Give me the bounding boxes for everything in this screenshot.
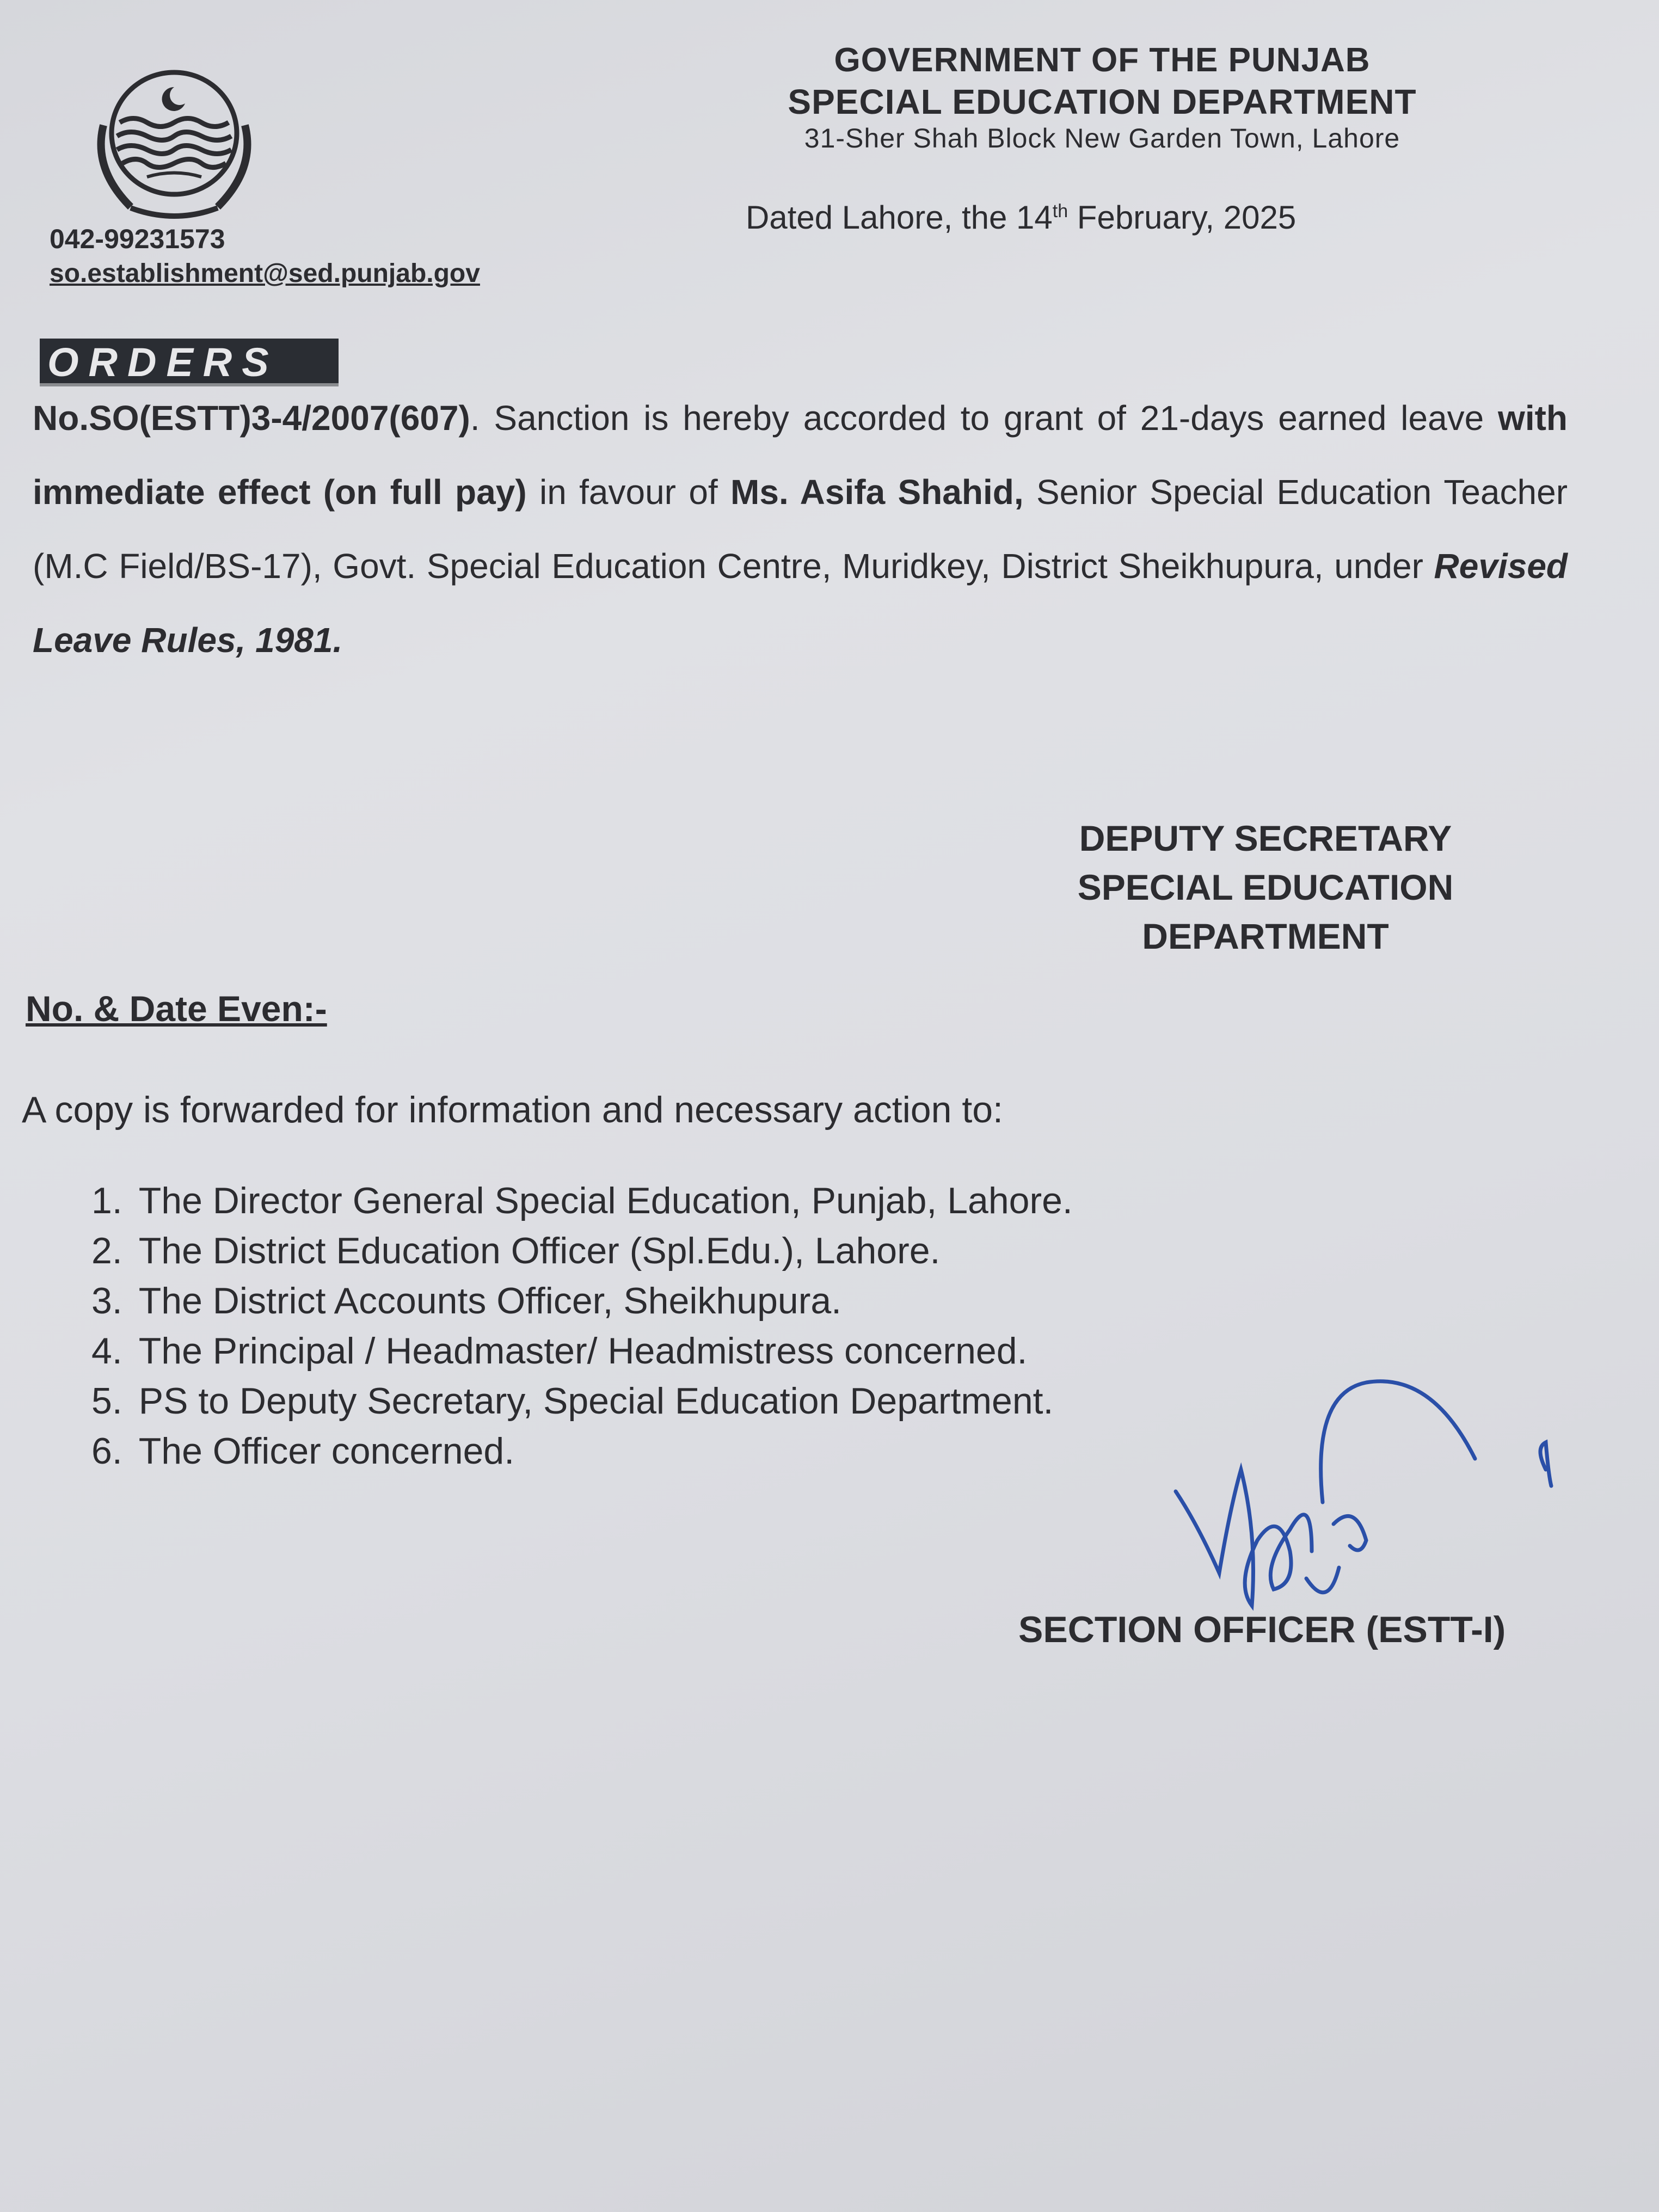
item-number: 6.	[91, 1430, 122, 1472]
signatory-department-2: DEPARTMENT	[1142, 916, 1389, 956]
list-item	[91, 1326, 1073, 1376]
list-item	[91, 1426, 1073, 1476]
government-title: GOVERNMENT OF THE PUNJAB	[834, 41, 1371, 79]
list-item	[91, 1376, 1073, 1426]
phone-number: 042-99231573	[50, 224, 225, 254]
employee-name: Ms. Asifa Shahid,	[730, 472, 1024, 512]
handwritten-signature	[1143, 1361, 1606, 1666]
list-item	[91, 1176, 1073, 1226]
order-text: in favour of	[526, 472, 731, 512]
item-text: The Director General Special Education, Punjab, Lahore.	[138, 1180, 1073, 1221]
department-address: 31-Sher Shah Block New Garden Town, Lahore	[804, 123, 1400, 153]
list-item	[91, 1276, 1073, 1326]
item-number: 5.	[91, 1380, 122, 1422]
order-effect: with immediate effect (on full pay)	[33, 398, 1568, 512]
orders-heading: ORDERS	[40, 339, 339, 386]
order-text: Senior Special Education Teacher (M.C Field/BS-17), Govt. Special Education Centre, Muridkey, District Sheikhupura, under	[33, 472, 1568, 586]
leave-rules: Revised Leave Rules, 1981.	[33, 546, 1568, 660]
date-sup: th	[1052, 201, 1068, 222]
distribution-list	[91, 1176, 1073, 1476]
section-officer-title: SECTION OFFICER (ESTT-I)	[1018, 1609, 1506, 1650]
order-ref-number: No.SO(ESTT)3-4/2007(607)	[33, 398, 470, 438]
list-item	[91, 1226, 1073, 1276]
copy-forwarded-intro: A copy is forwarded for information and necessary action to:	[22, 1089, 1003, 1130]
punjab-government-logo	[65, 65, 283, 223]
department-title: SPECIAL EDUCATION DEPARTMENT	[788, 82, 1417, 121]
item-text: PS to Deputy Secretary, Special Education Department.	[138, 1380, 1054, 1422]
order-text: . Sanction is hereby accorded to grant of 21-days earned leave	[470, 398, 1498, 438]
email-link[interactable]: so.establishment@sed.punjab.gov	[50, 259, 480, 288]
signatory-title: DEPUTY SECRETARY	[1079, 818, 1452, 858]
item-text: The District Education Officer (Spl.Edu.), Lahore.	[138, 1230, 941, 1271]
signatory-block	[980, 814, 1551, 961]
date-text: Dated Lahore, the 14	[746, 199, 1053, 236]
no-date-even-heading: No. & Date Even:-	[26, 988, 327, 1029]
item-text: The District Accounts Officer, Sheikhupura.	[138, 1280, 842, 1322]
item-number: 3.	[91, 1280, 122, 1322]
signatory-department: SPECIAL EDUCATION	[1077, 867, 1454, 907]
item-number: 1.	[91, 1180, 122, 1221]
date-text-2: February, 2025	[1068, 199, 1297, 236]
item-text: The Principal / Headmaster/ Headmistress concerned.	[138, 1330, 1028, 1372]
item-number: 2.	[91, 1230, 122, 1271]
item-text: The Officer concerned.	[138, 1430, 515, 1472]
issue-date	[746, 199, 1296, 236]
order-paragraph	[33, 381, 1568, 677]
item-number: 4.	[91, 1330, 122, 1372]
